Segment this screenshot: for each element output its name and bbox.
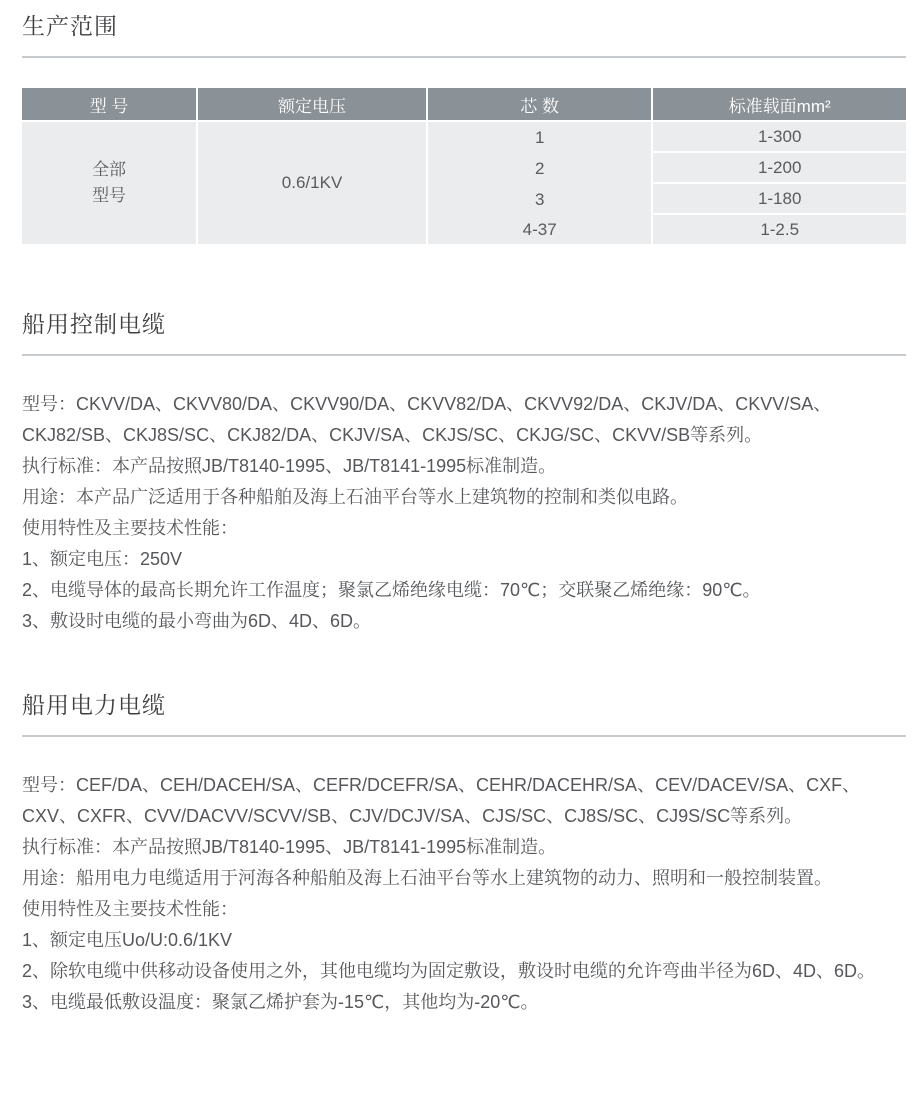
section-marine-power-cable [22, 689, 906, 1018]
table-header-voltage: 额定电压 [196, 88, 426, 122]
section-marine-control-cable [22, 308, 906, 637]
paragraph-features-heading: 使用特性及主要技术性能： [22, 518, 238, 538]
cell-cores: 1 [426, 122, 651, 153]
section-divider [22, 354, 906, 356]
paragraph-feature-1: 1、额定电压：250V [22, 549, 183, 569]
marine-control-cable-text [22, 389, 906, 637]
paragraph-usage: 用途：本产品广泛适用于各种船舶及海上石油平台等水上建筑物的控制和类似电路。 [22, 487, 688, 507]
section-divider [22, 56, 906, 58]
cell-cross-section: 1-2.5 [651, 215, 906, 244]
paragraph-feature-2: 2、除软电缆中供移动设备使用之外，其他电缆均为固定敷设，敷设时电缆的允许弯曲半径为6D、4D、6D。 [22, 961, 876, 981]
paragraph-standard: 执行标准：本产品按照JB/T8140-1995、JB/T8141-1995标准制造。 [22, 456, 557, 476]
section-title-production-range: 生产范围 [22, 13, 118, 39]
cell-cross-section: 1-200 [651, 153, 906, 184]
paragraph-feature-3: 3、电缆最低敷设温度：聚氯乙烯护套为-15℃，其他均为-20℃。 [22, 992, 539, 1012]
table-header-model: 型 号 [22, 88, 196, 122]
cell-cross-section: 1-180 [651, 184, 906, 215]
paragraph-models: 型号：CKVV/DA、CKVV80/DA、CKVV90/DA、CKVV82/DA、CKVV92/DA、CKJV/DA、CKVV/SA、CKJ82/SB、CKJ8S/SC、CKJ82/DA、CKJV/SA、CKJS/SC、CKJG/SC、CKVV/SB等系列。 [22, 394, 832, 445]
section-title-marine-power-cable: 船用电力电缆 [22, 692, 166, 718]
table-row [22, 122, 906, 153]
model-line-2: 型号 [92, 186, 127, 205]
paragraph-models: 型号：CEF/DA、CEH/DACEH/SA、CEFR/DCEFR/SA、CEHR/DACEHR/SA、CEV/DACEV/SA、CXF、CXV、CXFR、CVV/DACVV/SCVV/SB、CJV/DCJV/SA、CJS/SC、CJ8S/SC、CJ9S/SC等系列。 [22, 775, 861, 826]
marine-power-cable-text [22, 770, 906, 1018]
paragraph-standard: 执行标准：本产品按照JB/T8140-1995、JB/T8141-1995标准制造。 [22, 837, 557, 857]
paragraph-usage: 用途：船用电力电缆适用于河海各种船舶及海上石油平台等水上建筑物的动力、照明和一般控制装置。 [22, 868, 832, 888]
section-divider [22, 735, 906, 737]
paragraph-feature-1: 1、额定电压Uo/U:0.6/1KV [22, 930, 233, 950]
cell-cross-section: 1-300 [651, 122, 906, 153]
cell-cores: 4-37 [426, 215, 651, 244]
table-header-row [22, 88, 906, 122]
cell-cores: 3 [426, 184, 651, 215]
cell-cores: 2 [426, 153, 651, 184]
cell-voltage: 0.6/1KV [196, 122, 426, 244]
section-production-range [22, 10, 906, 244]
page-content [22, 10, 906, 1018]
paragraph-feature-2: 2、电缆导体的最高长期允许工作温度；聚氯乙烯绝缘电缆：70℃；交联聚乙烯绝缘：90℃。 [22, 580, 761, 600]
section-title-marine-control-cable: 船用控制电缆 [22, 311, 166, 337]
paragraph-features-heading: 使用特性及主要技术性能： [22, 899, 238, 919]
model-line-1: 全部 [92, 160, 127, 179]
cell-model [22, 122, 196, 244]
table-header-cores: 芯 数 [426, 88, 651, 122]
table-header-cross-section: 标准载面mm² [651, 88, 906, 122]
paragraph-feature-3: 3、敷设时电缆的最小弯曲为6D、4D、6D。 [22, 611, 372, 631]
production-range-table [22, 88, 906, 244]
